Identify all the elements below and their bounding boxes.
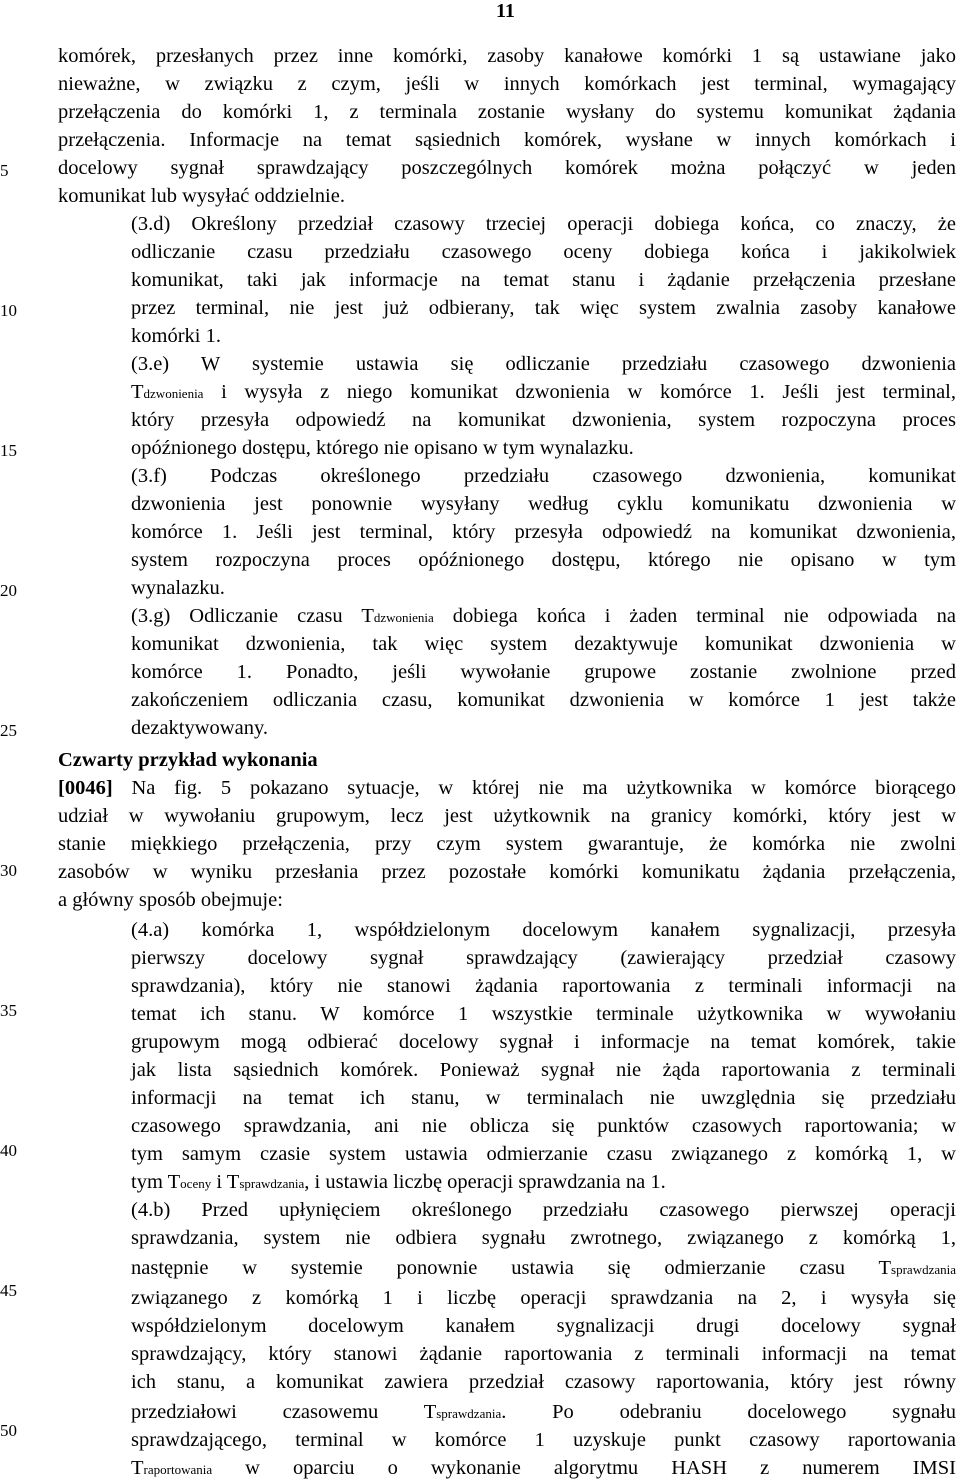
text-line: czasowego sprawdzania, ani nie oblicza się punktów czasowych raportowania; w (131, 1115, 956, 1137)
subscript: oceny (180, 1176, 212, 1191)
text-line: system rozpoczyna proces opóźnionego dostępu, którego nie opisano w tym (131, 549, 956, 571)
text-line: przełączenia. Informacje na temat sąsiednich komórek, wysłane w innych komórkach i (58, 129, 956, 151)
text-line: tym samym czasie system ustawia odmierzanie czasu związanego z komórką 1, w (131, 1143, 956, 1165)
text-segment: i wysyła z niego komunikat dzwonienia w komórce 1. Jeśli jest terminal, (203, 381, 956, 403)
text-line: komunikat lub wysyłać oddzielnie. (58, 185, 345, 207)
text-segment: przedziałowi czasowemu T (131, 1401, 437, 1423)
line-number: 45 (0, 1281, 17, 1300)
text-line: (3.d) Określony przedział czasowy trzeciej operacji dobiega końca, co znaczy, że (131, 213, 956, 235)
text-line: udział w wywołaniu grupowym, lecz jest użytkownik na granicy komórki, który jest w (58, 805, 956, 827)
subscript: sprawdzania (891, 1262, 956, 1277)
text-line: ich stanu, a komunikat zawiera przedział czasowy raportowania, który jest równy (131, 1371, 956, 1393)
text-line (131, 379, 956, 405)
text-line: a główny sposób obejmuje: (58, 889, 283, 911)
text-line: zasobów w wyniku przesłania przez pozostałe komórki komunikatu żądania przełączenia, (58, 861, 956, 883)
text-line (131, 1399, 956, 1425)
text-segment: dobiega końca i żaden terminal nie odpowiada na (433, 605, 956, 627)
subscript: sprawdzania (239, 1176, 305, 1191)
text-segment: , i ustawia liczbę operacji sprawdzania na 1. (304, 1171, 666, 1193)
line-number: 35 (0, 1001, 17, 1020)
text-line: współdzielonym docelowym kanałem sygnalizacji drugi docelowy sygnał (131, 1315, 956, 1337)
line-number: 15 (0, 441, 17, 460)
text-line: sprawdzania, system nie odbiera sygnału zwrotnego, związanego z komórką 1, (131, 1227, 956, 1249)
text-line: nieważne, w związku z czym, jeśli w innych komórkach jest terminal, wymagający (58, 73, 956, 95)
subscript: dzwonienia (143, 386, 204, 401)
text-line: dezaktywowany. (131, 717, 268, 739)
text-line: komunikat, taki jak informacje na temat stanu i żądanie przełączenia przesłane (131, 269, 956, 291)
text-line: komórki 1. (131, 325, 221, 347)
line-number: 10 (0, 301, 17, 320)
text-line: komunikat dzwonienia, tak więc system dezaktywuje komunikat dzwonienia w (131, 633, 956, 655)
text-segment: Na fig. 5 pokazano sytuacje, w której nie ma użytkownika w komórce biorącego (112, 777, 956, 799)
text-line: wynalazku. (131, 577, 225, 599)
text-line: (3.e) W systemie ustawia się odliczanie przedziału czasowego dzwonienia (131, 353, 956, 375)
text-line: (4.b) Przed upłynięciem określonego przedziału czasowego pierwszej operacji (131, 1199, 956, 1221)
text-line: sprawdzający, który stanowi żądanie raportowania z terminali informacji na temat (131, 1343, 956, 1365)
text-line: komórek, przesłanych przez inne komórki, zasoby kanałowe komórki 1 są ustawiane jako (58, 45, 956, 67)
text-line: dzwonienia jest ponownie wysyłany według cyklu komunikatu dzwonienia w (131, 493, 956, 515)
text-line: zakończeniem odliczania czasu, komunikat dzwonienia w komórce 1 jest także (131, 689, 956, 711)
subscript: dzwonienia (373, 610, 434, 625)
page-number: 11 (496, 0, 515, 22)
paragraph-tag: [0046] (58, 777, 113, 799)
text-line (131, 1455, 956, 1481)
text-line: docelowy sygnał sprawdzający poszczególnych komórek można połączyć w jeden (58, 157, 956, 179)
text-segment: i T (211, 1171, 240, 1193)
line-number: 25 (0, 721, 17, 740)
subscript: sprawdzania (436, 1406, 502, 1421)
text-line: sprawdzającego, terminal w komórce 1 uzyskuje punkt czasowy raportowania (131, 1429, 956, 1451)
text-line: (3.f) Podczas określonego przedziału czasowego dzwonienia, komunikat (131, 465, 956, 487)
text-line (131, 1169, 956, 1195)
line-number: 40 (0, 1141, 17, 1160)
line-number: 50 (0, 1421, 17, 1440)
section-heading: Czwarty przykład wykonania (58, 749, 318, 771)
line-number: 20 (0, 581, 17, 600)
text-line: jak lista sąsiednich komórek. Ponieważ sygnał nie żąda raportowania z terminali (131, 1059, 956, 1081)
text-line: który przesyła odpowiedź na komunikat dzwonienia, system rozpoczyna proces (131, 409, 956, 431)
text-segment: . Po odebraniu docelowego sygnału (501, 1401, 956, 1423)
text-segment: w oparciu o wykonanie algorytmu HASH z numerem IMSI (212, 1457, 956, 1479)
text-line: związanego z komórką 1 i liczbę operacji sprawdzania na 2, i wysyła się (131, 1287, 956, 1309)
text-segment: tym T (131, 1171, 181, 1193)
text-line: przełączenia do komórki 1, z terminala zostanie wysłany do systemu komunikat żądania (58, 101, 956, 123)
text-line: przez terminal, nie jest już odbierany, tak więc system zwalnia zasoby kanałowe (131, 297, 956, 319)
text-line: komórce 1. Ponadto, jeśli wywołanie grupowe zostanie zwolnione przed (131, 661, 956, 683)
text-line: (4.a) komórka 1, współdzielonym docelowym kanałem sygnalizacji, przesyła (131, 919, 956, 941)
text-line: temat ich stanu. W komórce 1 wszystkie terminale użytkownika w wywołaniu (131, 1003, 956, 1025)
text-line: grupowym mogą odbierać docelowy sygnał i informacje na temat komórek, takie (131, 1031, 956, 1053)
text-segment: (3.g) Odliczanie czasu T (131, 605, 374, 627)
line-number: 5 (0, 161, 9, 180)
symbol: T (131, 1457, 144, 1479)
text-line (58, 775, 956, 801)
text-segment: następnie w systemie ponownie ustawia się odmierzanie czasu T (131, 1257, 892, 1279)
text-line: komórce 1. Jeśli jest terminal, który przesyła odpowiedź na komunikat dzwonienia, (131, 521, 956, 543)
text-line: opóźnionego dostępu, którego nie opisano w tym wynalazku. (131, 437, 634, 459)
subscript: raportowania (143, 1462, 213, 1477)
text-line (131, 603, 956, 629)
line-number: 30 (0, 861, 17, 880)
symbol: T (131, 381, 144, 403)
text-line: stanie miękkiego przełączenia, przy czym system gwarantuje, że komórka nie zwolni (58, 833, 956, 855)
text-line (131, 1255, 956, 1281)
text-line: pierwszy docelowy sygnał sprawdzający (zawierający przedział czasowy (131, 947, 956, 969)
text-line: informacji na temat ich stanu, w terminalach nie uwzględnia się przedziału (131, 1087, 956, 1109)
text-line: odliczanie czasu przedziału czasowego oceny dobiega końca i jakikolwiek (131, 241, 956, 263)
text-line: sprawdzania), który nie stanowi żądania raportowania z terminali informacji na (131, 975, 956, 997)
